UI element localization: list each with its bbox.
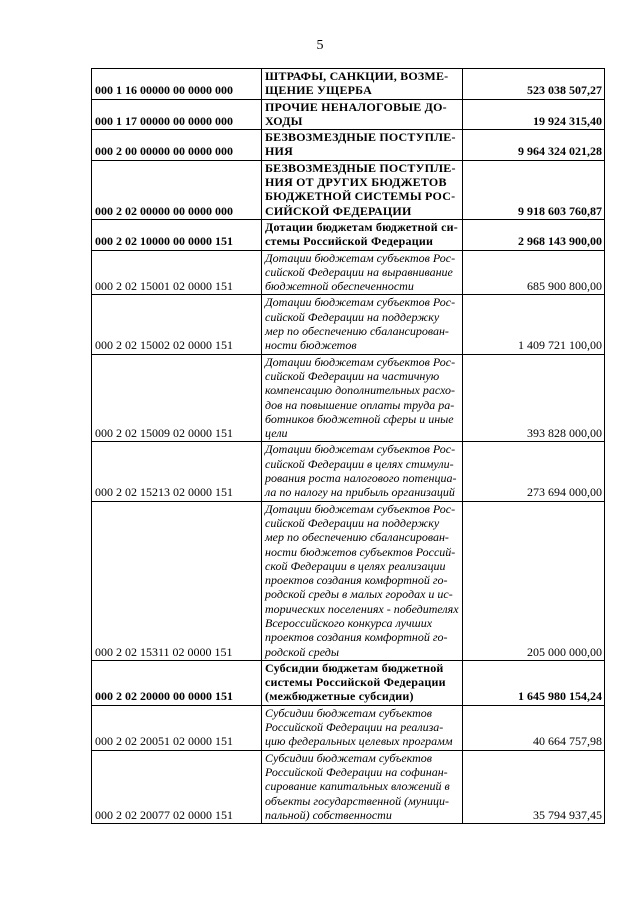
revenue-item-name-line: БЕЗВОЗМЕЗДНЫЕ ПОСТУПЛЕ-: [265, 160, 456, 175]
revenue-item-name-line: ЩЕНИЕ УЩЕРБА: [265, 83, 373, 98]
budget-classification-code: 000 2 00 00000 00 0000 000: [92, 130, 262, 161]
revenue-item-name-line: бюджетной обеспеченности: [265, 279, 414, 294]
table-row: [92, 130, 605, 161]
revenue-item-name-line: торических поселениях - победителях: [265, 601, 459, 616]
revenue-item-name-line: ПРОЧИЕ НЕНАЛОГОВЫЕ ДО-: [265, 99, 447, 114]
table-row: [92, 250, 605, 295]
revenue-item-name-line: цели: [265, 426, 288, 441]
table-row: [92, 160, 605, 219]
revenue-item-name-line: ботников бюджетной сферы и иные: [265, 411, 454, 426]
table-row: [92, 705, 605, 750]
budget-revenue-table: [91, 68, 605, 824]
revenue-item-name-line: ШТРАФЫ, САНКЦИИ, ВОЗМЕ-: [265, 69, 449, 83]
revenue-item-name-line: компенсацию дополнительных расхо-: [265, 383, 456, 398]
revenue-item-name-line: (межбюджетные субсидии): [265, 689, 414, 704]
table-row: [92, 660, 605, 705]
revenue-item-name: [262, 501, 463, 660]
revenue-item-name: [262, 69, 463, 100]
revenue-item-name: [262, 750, 463, 823]
revenue-item-name: [262, 295, 463, 354]
revenue-item-name: [262, 99, 463, 130]
revenue-item-name: [262, 130, 463, 161]
table-row: [92, 99, 605, 130]
revenue-item-name-line: сийской Федерации на поддержку: [265, 309, 440, 324]
revenue-item-name-line: системы Российской Федерации: [265, 675, 446, 690]
amount-cell: 1 645 980 154,24: [463, 660, 605, 705]
revenue-item-name-line: сийской Федерации в целях стимули-: [265, 456, 454, 471]
revenue-item-name-line: родской среды в малых городах и ис-: [265, 587, 453, 602]
revenue-item-name-line: Дотации бюджетам бюджетной си-: [265, 219, 458, 234]
revenue-item-name-line: мер по обеспечению сбалансирован-: [265, 530, 449, 545]
revenue-item-name: [262, 660, 463, 705]
revenue-item-name: [262, 354, 463, 442]
revenue-item-name: [262, 160, 463, 219]
revenue-item-name-line: цию федеральных целевых программ: [265, 734, 453, 749]
revenue-item-name: [262, 442, 463, 501]
budget-classification-code: 000 2 02 15001 02 0000 151: [92, 250, 262, 295]
revenue-item-name-line: ности бюджетов: [265, 338, 357, 353]
table-row: [92, 295, 605, 354]
revenue-item-name-line: объекты государственной (муници-: [265, 793, 450, 808]
revenue-item-name-line: родской среды: [265, 644, 339, 659]
revenue-item-name-line: проектов создания комфортной го-: [265, 630, 448, 645]
amount-cell: 523 038 507,27: [463, 69, 605, 100]
table-row: [92, 442, 605, 501]
budget-classification-code: 000 2 02 15002 02 0000 151: [92, 295, 262, 354]
budget-classification-code: 000 2 02 15213 02 0000 151: [92, 442, 262, 501]
revenue-item-name-line: ской Федерации в целях реализации: [265, 558, 446, 573]
amount-cell: 9 964 324 021,28: [463, 130, 605, 161]
amount-cell: 40 664 757,98: [463, 705, 605, 750]
amount-cell: 393 828 000,00: [463, 354, 605, 442]
revenue-item-name-line: Дотации бюджетам субъектов Рос-: [265, 354, 456, 369]
revenue-item-name-line: сийской Федерации на поддержку: [265, 515, 440, 530]
amount-cell: 685 900 800,00: [463, 250, 605, 295]
revenue-item-name-line: стемы Российской Федерации: [265, 234, 434, 249]
revenue-item-name-line: Всероссийского конкурса лучших: [265, 615, 433, 630]
table-row: [92, 750, 605, 823]
revenue-item-name: [262, 219, 463, 250]
revenue-item-name-line: Дотации бюджетам субъектов Рос-: [265, 442, 456, 457]
revenue-item-name-line: дов на повышение оплаты труда ра-: [265, 397, 455, 412]
page-number: 5: [316, 38, 324, 53]
table-row: [92, 219, 605, 250]
revenue-item-name-line: Дотации бюджетам субъектов Рос-: [265, 295, 456, 310]
revenue-item-name-line: Дотации бюджетам субъектов Рос-: [265, 501, 456, 516]
budget-classification-code: 000 1 17 00000 00 0000 000: [92, 99, 262, 130]
revenue-item-name-line: сийской Федерации на выравнивание: [265, 264, 453, 279]
revenue-item-name-line: БЮДЖЕТНОЙ СИСТЕМЫ РОС-: [265, 189, 456, 204]
budget-classification-code: 000 1 16 00000 00 0000 000: [92, 69, 262, 100]
revenue-item-name-line: НИЯ: [265, 144, 293, 159]
revenue-item-name-line: Российской Федерации на реализа-: [265, 720, 444, 735]
amount-cell: 1 409 721 100,00: [463, 295, 605, 354]
revenue-item-name-line: Субсидии бюджетам бюджетной: [265, 660, 444, 675]
amount-cell: 273 694 000,00: [463, 442, 605, 501]
budget-classification-code: 000 2 02 20051 02 0000 151: [92, 705, 262, 750]
revenue-item-name-line: Дотации бюджетам субъектов Рос-: [265, 250, 456, 265]
revenue-item-name-line: мер по обеспечению сбалансирован-: [265, 324, 449, 339]
amount-cell: 35 794 937,45: [463, 750, 605, 823]
budget-classification-code: 000 2 02 10000 00 0000 151: [92, 219, 262, 250]
budget-classification-code: 000 2 02 15009 02 0000 151: [92, 354, 262, 442]
table-row: [92, 501, 605, 660]
revenue-item-name-line: сирование капитальных вложений в: [265, 779, 450, 794]
revenue-item-name: [262, 705, 463, 750]
budget-table-body: [92, 69, 605, 824]
revenue-item-name: [262, 250, 463, 295]
revenue-item-name-line: БЕЗВОЗМЕЗДНЫЕ ПОСТУПЛЕ-: [265, 130, 456, 145]
revenue-item-name-line: ла по налогу на прибыль организаций: [265, 485, 455, 500]
revenue-item-name-line: НИЯ ОТ ДРУГИХ БЮДЖЕТОВ: [265, 175, 447, 190]
amount-cell: 2 968 143 900,00: [463, 219, 605, 250]
revenue-item-name-line: сийской Федерации на частичную: [265, 368, 440, 383]
revenue-item-name-line: Субсидии бюджетам субъектов: [265, 705, 433, 720]
revenue-item-name-line: СИЙСКОЙ ФЕДЕРАЦИИ: [265, 203, 412, 218]
budget-classification-code: 000 2 02 20077 02 0000 151: [92, 750, 262, 823]
amount-cell: 19 924 315,40: [463, 99, 605, 130]
revenue-item-name-line: ХОДЫ: [265, 113, 303, 128]
table-row: [92, 354, 605, 442]
revenue-item-name-line: пальной) собственности: [265, 807, 392, 822]
revenue-item-name-line: рования роста налогового потенциа-: [265, 471, 457, 486]
amount-cell: 205 000 000,00: [463, 501, 605, 660]
revenue-item-name-line: Субсидии бюджетам субъектов: [265, 750, 433, 765]
revenue-item-name-line: Российской Федерации на софинан-: [265, 764, 448, 779]
budget-classification-code: 000 2 02 15311 02 0000 151: [92, 501, 262, 660]
budget-classification-code: 000 2 02 00000 00 0000 000: [92, 160, 262, 219]
budget-classification-code: 000 2 02 20000 00 0000 151: [92, 660, 262, 705]
amount-cell: 9 918 603 760,87: [463, 160, 605, 219]
revenue-item-name-line: проектов создания комфортной го-: [265, 573, 448, 588]
revenue-item-name-line: ности бюджетов субъектов Россий-: [265, 544, 456, 559]
table-row: [92, 69, 605, 100]
